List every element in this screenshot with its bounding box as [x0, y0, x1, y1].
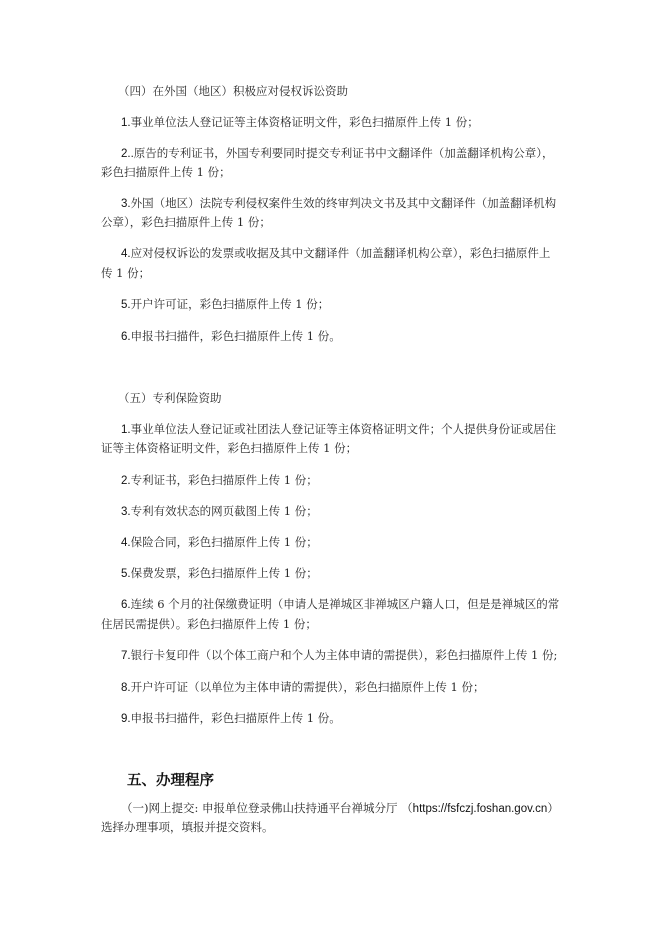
s4-item-5: [121, 297, 329, 312]
platform-url: https://fsfczj.foshan.gov.cn: [412, 803, 548, 815]
s4-item-2: [121, 146, 554, 161]
s4-item-2-cont: 彩色扫描原件上传 1 份；: [101, 165, 231, 179]
item-text: 原告的专利证书，外国专利要同时提交专利证书中文翻译件（加盖翻译机构公章），: [133, 146, 554, 160]
item-text: 保险合同，彩色扫描原件上传 1 份；: [130, 535, 318, 549]
section-four-heading: （四）在外国（地区）积极应对侵权诉讼资助: [118, 84, 348, 98]
item-number: 5.: [121, 568, 131, 580]
s5-item-9: [121, 711, 341, 726]
s5-item-1-cont: 证等主体资格证明文件，彩色扫描原件上传 1 份；: [101, 441, 358, 455]
item-number: 8.: [121, 682, 131, 694]
item-text: 事业单位法人登记证等主体资格证明文件，彩色扫描原件上传 1 份；: [130, 115, 479, 129]
item-number: 7.: [121, 650, 131, 662]
item-number: 1.: [121, 424, 131, 436]
s5-item-2: [121, 473, 318, 488]
item-number: 5.: [121, 299, 131, 311]
s4-item-1: [121, 115, 479, 130]
s4-item-4-cont: 传 1 份；: [101, 266, 151, 280]
item-number: 4.: [121, 537, 131, 549]
item-number: 9.: [121, 713, 131, 725]
s5-item-4: [121, 535, 318, 550]
s5-item-3: [121, 504, 318, 519]
s4-item-4: [121, 246, 550, 261]
item-number: 6.: [121, 331, 131, 343]
procedure-para-1-cont: 选择办理事项，填报并提交资料。: [101, 820, 274, 834]
item-text: 保费发票，彩色扫描原件上传 1 份；: [130, 566, 318, 580]
item-text: 专利有效状态的网页截图上传 1 份；: [130, 504, 318, 518]
item-number: 6.: [121, 599, 131, 611]
s4-item-3: [121, 196, 556, 211]
s5-item-5: [121, 566, 318, 581]
item-text: 银行卡复印件（以个体工商户和个人为主体申请的需提供），彩色扫描原件上传 1 份;: [130, 648, 558, 662]
s5-item-1: [121, 422, 556, 437]
procedure-text-end: ）: [547, 801, 559, 815]
s5-item-6: [121, 597, 559, 612]
item-number: 3.: [121, 198, 131, 210]
item-text: 开户许可证（以单位为主体申请的需提供），彩色扫描原件上传 1 份；: [130, 680, 485, 694]
item-text: 申报书扫描件，彩色扫描原件上传 1 份。: [130, 329, 341, 343]
s5-item-8: [121, 680, 484, 695]
item-text: 外国（地区）法院专利侵权案件生效的终审判决文书及其中文翻译件（加盖翻译机构: [130, 196, 557, 210]
item-number: 2..: [121, 148, 134, 160]
item-number: 3.: [121, 506, 131, 518]
s4-item-3-cont: 公章），彩色扫描原件上传 1 份；: [101, 215, 271, 229]
section-five-heading: （五）专利保险资助: [118, 391, 222, 405]
procedure-para-1: [121, 801, 559, 816]
item-number: 2.: [121, 475, 131, 487]
item-text: 申报书扫描件，彩色扫描原件上传 1 份。: [130, 711, 341, 725]
s4-item-6: [121, 329, 341, 344]
item-text: 开户许可证，彩色扫描原件上传 1 份；: [130, 297, 330, 311]
item-text: 应对侵权诉讼的发票或收据及其中文翻译件（加盖翻译机构公章），彩色扫描原件上: [130, 246, 551, 260]
s5-item-7: [121, 648, 557, 663]
item-text: 事业单位法人登记证或社团法人登记证等主体资格证明文件；个人提供身份证或居住: [130, 422, 557, 436]
s5-item-6-cont: 住居民需提供）。彩色扫描原件上传 1 份；: [101, 617, 317, 631]
item-text: 专利证书，彩色扫描原件上传 1 份；: [130, 473, 318, 487]
item-number: 4.: [121, 248, 131, 260]
chapter-five-heading: 五、办理程序: [127, 773, 214, 789]
procedure-text: （一)网上提交: 申报单位登录佛山扶持通平台禅城分厅 （: [121, 801, 413, 815]
item-text: 连续 6 个月的社保缴费证明（申请人是禅城区非禅城区户籍人口，但是是禅城区的常: [130, 597, 560, 611]
item-number: 1.: [121, 117, 131, 129]
